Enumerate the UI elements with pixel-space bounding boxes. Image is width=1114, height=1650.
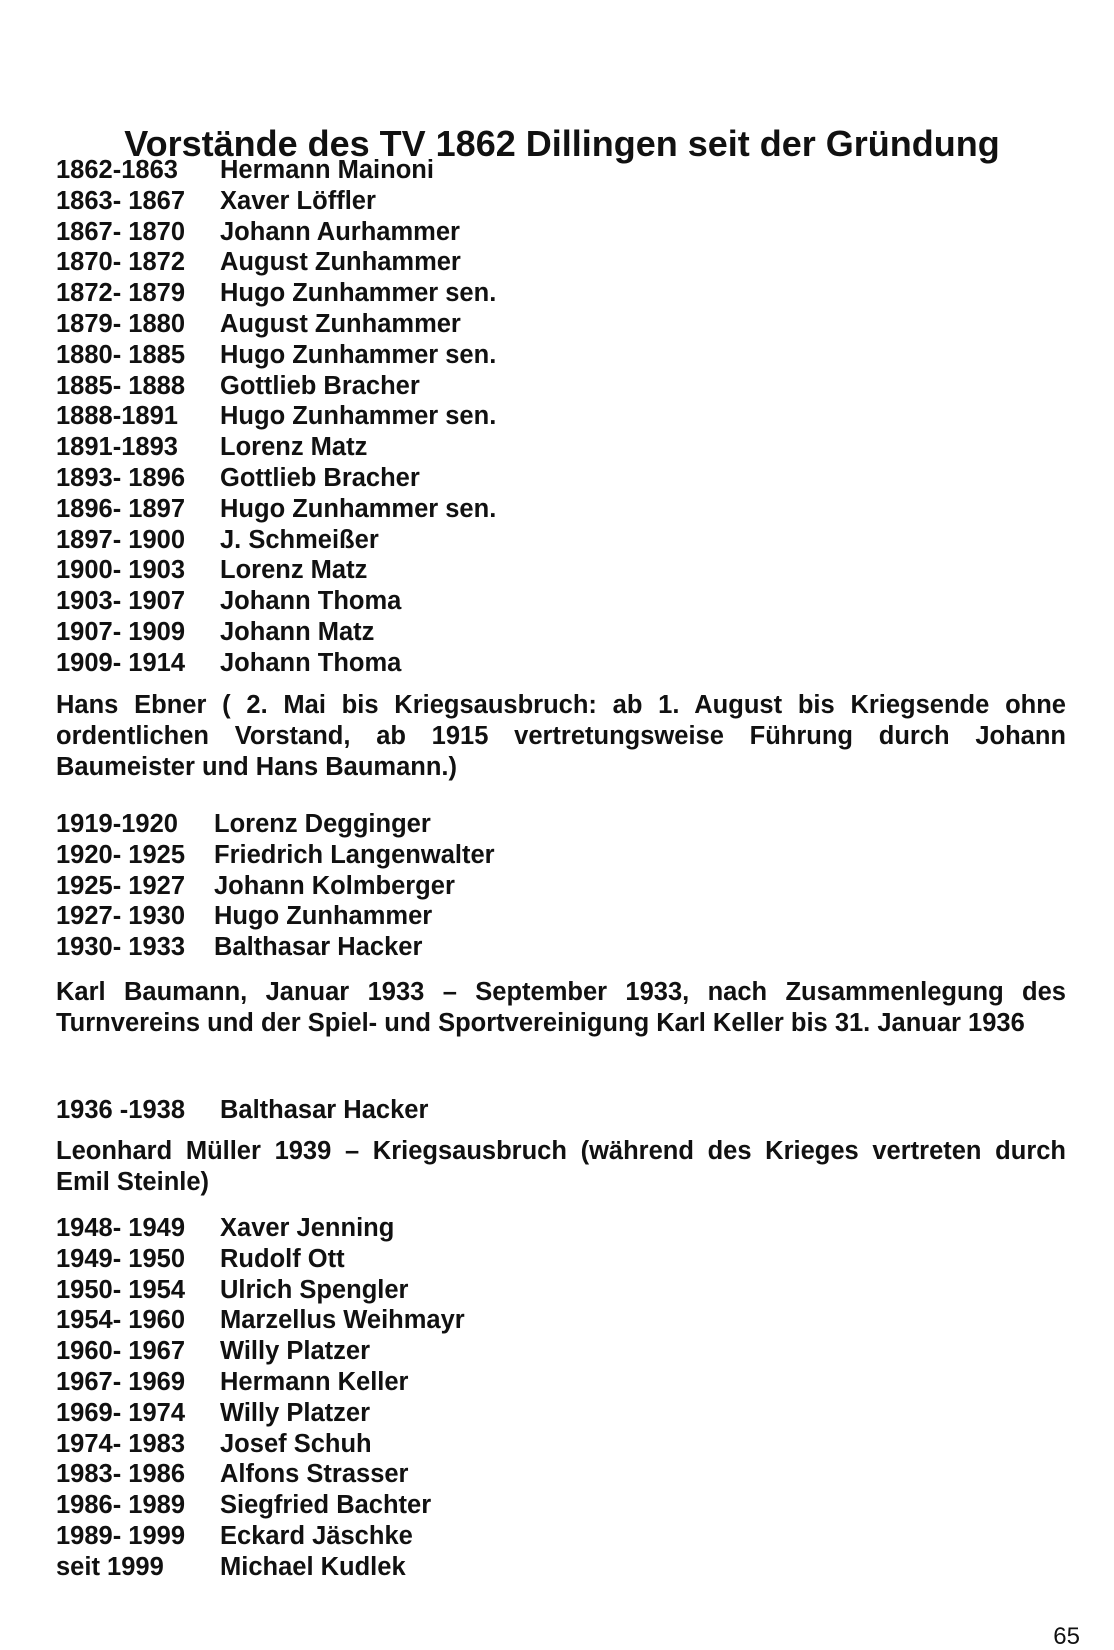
list-row — [56, 1459, 1066, 1490]
list-row — [56, 1305, 1066, 1336]
term-years: 1986- 1989 — [56, 1491, 186, 1520]
list-row — [56, 1398, 1066, 1429]
list-row — [56, 586, 1066, 617]
chairman-name: Marzellus Weihmayr — [220, 1306, 465, 1335]
list-row — [56, 1490, 1066, 1521]
term-years: 1896- 1897 — [56, 494, 186, 523]
chairman-name: Gottlieb Bracher — [220, 371, 420, 400]
chairmen-list-1936-1938 — [56, 1095, 1066, 1126]
chairman-name: Hugo Zunhammer sen. — [220, 279, 497, 308]
list-row — [56, 1336, 1066, 1367]
list-row — [56, 525, 1066, 556]
page-number: 65 — [1053, 1623, 1080, 1650]
list-row — [56, 1367, 1066, 1398]
term-years: 1927- 1930 — [56, 902, 186, 931]
term-years: 1891-1893 — [56, 433, 178, 462]
term-years: 1885- 1888 — [56, 371, 186, 400]
term-years: 1897- 1900 — [56, 525, 186, 554]
chairman-name: Hermann Mainoni — [220, 156, 434, 184]
list-row — [56, 401, 1066, 432]
chairmen-list-1919-1933 — [56, 809, 1066, 963]
chairman-name: Willy Platzer — [220, 1337, 370, 1366]
list-row — [56, 648, 1066, 679]
term-years: 1893- 1896 — [56, 463, 186, 492]
list-row — [56, 932, 1066, 963]
list-row — [56, 555, 1066, 586]
term-years: 1936 -1938 — [56, 1096, 186, 1124]
term-years: 1879- 1880 — [56, 309, 186, 338]
list-row — [56, 217, 1066, 248]
list-row — [56, 1429, 1066, 1460]
note-karl-baumann: Karl Baumann, Januar 1933 – September 1933, nach Zusammenlegung des Turnvereins und der Spiel- und Sportvereinigung Karl Keller bis 31. Januar 1936 — [56, 978, 1066, 1037]
chairman-name: Johann Matz — [220, 617, 375, 646]
chairman-name: Friedrich Langenwalter — [214, 840, 495, 869]
chairman-name: Lorenz Degginger — [214, 810, 431, 838]
chairman-name: Balthasar Hacker — [214, 933, 423, 962]
term-years: 1974- 1983 — [56, 1429, 186, 1458]
chairman-name: Hugo Zunhammer sen. — [220, 340, 497, 369]
list-row — [56, 309, 1066, 340]
note-leonhard-mueller: Leonhard Müller 1939 – Kriegsausbruch (während des Krieges vertreten durch Emil Steinle) — [56, 1137, 1066, 1196]
term-years: 1907- 1909 — [56, 617, 186, 646]
chairman-name: Eckard Jäschke — [220, 1521, 413, 1550]
list-row — [56, 901, 1066, 932]
list-row — [56, 1213, 1066, 1244]
list-row — [56, 463, 1066, 494]
page-title: Vorstände des TV 1862 Dillingen seit der Gründung — [124, 123, 1000, 165]
term-years: 1880- 1885 — [56, 340, 186, 369]
chairman-name: Hugo Zunhammer — [214, 902, 433, 931]
chairmen-list-1948-present — [56, 1213, 1066, 1583]
list-row — [56, 1552, 1066, 1583]
list-row — [56, 809, 1066, 840]
chairman-name: Ulrich Spengler — [220, 1275, 409, 1304]
term-years: 1925- 1927 — [56, 871, 186, 900]
chairman-name: Johann Aurhammer — [220, 217, 460, 246]
list-row — [56, 432, 1066, 463]
chairmen-list-1862-1914 — [56, 155, 1066, 679]
chairman-name: Johann Kolmberger — [214, 871, 455, 900]
list-row — [56, 1244, 1066, 1275]
chairman-name: Hugo Zunhammer sen. — [220, 494, 497, 523]
chairman-name: Rudolf Ott — [220, 1244, 345, 1273]
term-years: 1919-1920 — [56, 810, 178, 838]
term-years: 1960- 1967 — [56, 1337, 186, 1366]
term-years: seit 1999 — [56, 1552, 164, 1581]
chairman-name: Xaver Löffler — [220, 186, 376, 215]
chairman-name: Siegfried Bachter — [220, 1491, 432, 1520]
chairman-name: August Zunhammer — [220, 309, 461, 338]
term-years: 1983- 1986 — [56, 1460, 186, 1489]
chairman-name: Johann Thoma — [220, 648, 402, 677]
list-row — [56, 494, 1066, 525]
chairman-name: Hugo Zunhammer sen. — [220, 402, 497, 431]
chairman-name: Lorenz Matz — [220, 433, 368, 462]
list-row — [56, 1521, 1066, 1552]
list-row — [56, 155, 1066, 186]
list-row — [56, 840, 1066, 871]
term-years: 1948- 1949 — [56, 1214, 186, 1242]
term-years: 1989- 1999 — [56, 1521, 186, 1550]
term-years: 1949- 1950 — [56, 1244, 186, 1273]
list-row — [56, 340, 1066, 371]
chairman-name: Gottlieb Bracher — [220, 463, 420, 492]
list-row — [56, 1275, 1066, 1306]
chairman-name: Michael Kudlek — [220, 1552, 406, 1581]
term-years: 1900- 1903 — [56, 556, 186, 585]
list-row — [56, 617, 1066, 648]
chairman-name: Balthasar Hacker — [220, 1096, 429, 1124]
term-years: 1903- 1907 — [56, 587, 186, 616]
note-hans-ebner: Hans Ebner ( 2. Mai bis Kriegsausbruch: ab 1. August bis Kriegsende ohne ordentlichen Vorstand, ab 1915 vertretungsweise Führung durch Johann Baumeister und Hans Baumann.) — [56, 691, 1066, 781]
term-years: 1969- 1974 — [56, 1398, 186, 1427]
term-years: 1920- 1925 — [56, 840, 186, 869]
term-years: 1950- 1954 — [56, 1275, 186, 1304]
term-years: 1867- 1870 — [56, 217, 186, 246]
term-years: 1909- 1914 — [56, 648, 186, 677]
list-row — [56, 278, 1066, 309]
chairman-name: Josef Schuh — [220, 1429, 372, 1458]
chairman-name: Lorenz Matz — [220, 556, 368, 585]
term-years: 1930- 1933 — [56, 933, 186, 962]
term-years: 1863- 1867 — [56, 186, 186, 215]
term-years: 1967- 1969 — [56, 1367, 186, 1396]
list-row — [56, 1095, 1066, 1126]
list-row — [56, 186, 1066, 217]
list-row — [56, 871, 1066, 902]
list-row — [56, 371, 1066, 402]
chairman-name: August Zunhammer — [220, 248, 461, 277]
chairman-name: Johann Thoma — [220, 587, 402, 616]
term-years: 1888-1891 — [56, 402, 178, 431]
term-years: 1872- 1879 — [56, 279, 186, 308]
list-row — [56, 247, 1066, 278]
chairman-name: Willy Platzer — [220, 1398, 370, 1427]
chairman-name: J. Schmeißer — [220, 525, 379, 554]
chairman-name: Alfons Strasser — [220, 1460, 409, 1489]
term-years: 1862-1863 — [56, 156, 178, 184]
chairman-name: Hermann Keller — [220, 1367, 409, 1396]
term-years: 1870- 1872 — [56, 248, 186, 277]
chairman-name: Xaver Jenning — [220, 1214, 395, 1242]
term-years: 1954- 1960 — [56, 1306, 186, 1335]
